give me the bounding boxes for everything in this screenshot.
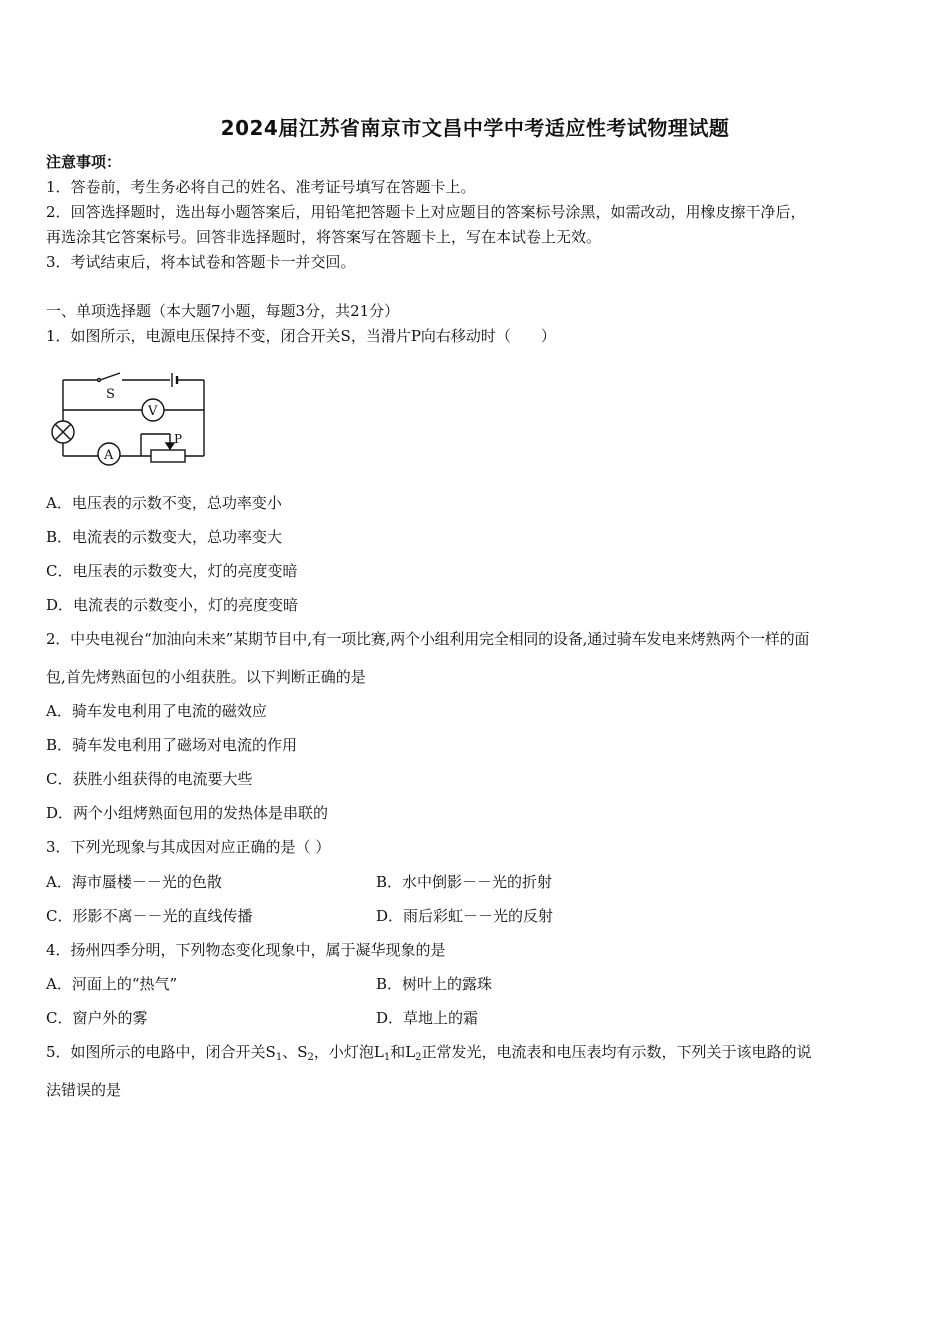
option: B．电流表的示数变大，总功率变大 [46,528,283,546]
option: A．河面上的“热气” [46,975,178,993]
ammeter-label: A [104,448,114,463]
switch-label: S [106,387,115,402]
option: C．窗户外的雾 [46,1009,148,1027]
question-4-stem: 4．扬州四季分明，下列物态变化现象中，属于凝华现象的是 [46,941,446,959]
option: D．两个小组烤熟面包用的发热体是串联的 [46,804,329,822]
option: C．获胜小组获得的电流要大些 [46,770,253,788]
question-3-stem: 3．下列光现象与其成因对应正确的是（ ） [46,838,331,856]
question-2-stem: 2．中央电视台“加油向未来”某期节目中,有一项比赛,两个小组利用完全相同的设备,通过骑车发电来烤熟两个一样的面 [46,630,810,648]
option: A．骑车发电利用了电流的磁效应 [46,702,267,720]
notice-heading: 注意事项： [46,153,122,171]
question-2-stem-cont: 包,首先烤熟面包的小组获胜。以下判断正确的是 [46,668,366,686]
page-title: 2024届江苏省南京市文昌中学中考适应性考试物理试题 [220,116,730,140]
option: D．雨后彩虹－－光的反射 [376,907,554,925]
slider-label: P [174,432,183,446]
notice-item: 再选涂其它答案标号。回答非选择题时，将答案写在答题卡上，写在本试卷上无效。 [46,228,602,246]
circuit-diagram [46,368,216,468]
option: C．电压表的示数变大，灯的亮度变暗 [46,562,298,580]
notice-item: 1．答卷前，考生务必将自己的姓名、准考证号填写在答题卡上。 [46,178,476,196]
option: D．电流表的示数变小，灯的亮度变暗 [46,596,299,614]
option: B．水中倒影－－光的折射 [376,873,553,891]
voltmeter-label: V [148,404,158,419]
slider-arrow-icon [166,443,174,449]
rheostat-icon [151,450,185,462]
option: B．树叶上的露珠 [376,975,493,993]
option: C．形影不离－－光的直线传播 [46,907,253,925]
question-5-stem-cont: 法错误的是 [46,1081,122,1099]
question-1-stem: 1．如图所示，电源电压保持不变，闭合开关S，当滑片P向右移动时（ ） [46,327,556,345]
question-5-stem: 5．如图所示的电路中，闭合开关$S_1$、$S_2$，小灯泡$L_1$和$L_2$正常发光，电流表和电压表均有示数，下列关于该电路的说 [46,1043,812,1063]
section-heading: 一、单项选择题（本大题7小题，每题3分，共21分） [46,302,400,320]
notice-item: 3．考试结束后，将本试卷和答题卡一并交回。 [46,253,356,271]
option: B．骑车发电利用了磁场对电流的作用 [46,736,298,754]
option: D．草地上的霜 [376,1009,479,1027]
switch-blade [100,373,120,380]
option: A．电压表的示数不变，总功率变小 [46,494,282,512]
option: A．海市蜃楼－－光的色散 [46,873,222,891]
notice-item: 2．回答选择题时，选出每小题答案后，用铅笔把答题卡上对应题目的答案标号涂黑，如需改动，用橡皮擦干净后， [46,203,806,221]
